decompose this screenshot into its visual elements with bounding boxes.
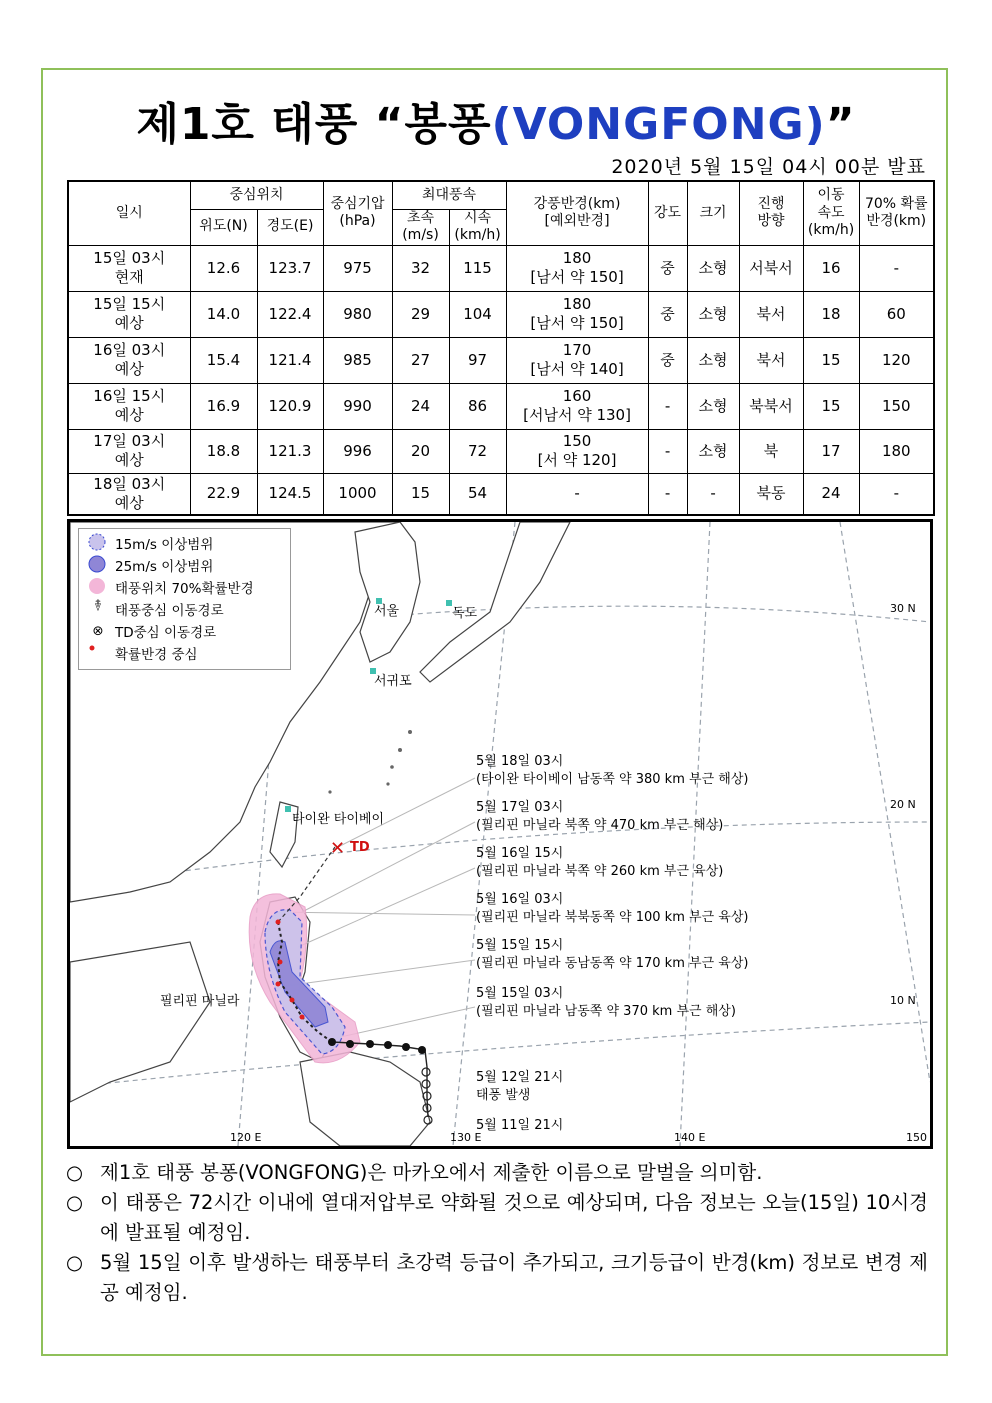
cell-speed-value: 16 <box>821 258 841 277</box>
cell-intensity-value: - <box>664 396 671 415</box>
cell-intensity-value: 중 <box>660 350 675 369</box>
cell-prob-radius-value: - <box>893 484 899 503</box>
ryukyu-islands <box>328 730 412 794</box>
note-2-bullet: ○ <box>66 1191 84 1214</box>
cell-pressure-value: 990 <box>343 396 372 415</box>
cell-wind-ms <box>392 291 449 337</box>
legend-path-label: 태풍중심 이동경로 <box>115 603 224 619</box>
cell-longitude <box>257 245 323 291</box>
cell-datetime-sub: 예상 <box>114 451 144 469</box>
place-manila: 필리핀 마닐라 <box>160 994 240 1009</box>
title-korean: 제1호 태풍 “봉퐁 <box>136 99 492 150</box>
cell-longitude-value: 124.5 <box>268 484 312 503</box>
legend-td-label: TD중심 이동경로 <box>115 625 217 641</box>
cell-longitude-value: 121.3 <box>268 441 312 460</box>
cell-wind-kmh-value: 72 <box>467 441 488 460</box>
header-pressure-label: 중심기압 <box>330 195 385 212</box>
cell-speed <box>803 337 859 383</box>
cell-datetime-value: 15일 03시 <box>93 249 166 268</box>
cell-wind-kmh <box>449 337 506 383</box>
cell-direction-value: 북서 <box>756 350 786 369</box>
cell-prob-radius-value: - <box>893 258 899 277</box>
cell-speed-value: 15 <box>821 396 841 415</box>
cell-speed <box>803 291 859 337</box>
cell-pressure-value: 996 <box>343 441 372 460</box>
cell-datetime-value: 16일 15시 <box>93 387 166 406</box>
cell-prob-radius-value: 150 <box>881 396 911 415</box>
cell-gale-radius-sub: [남서 약 140] <box>530 360 624 378</box>
cell-size-value: 소형 <box>698 396 728 415</box>
legend-center <box>87 643 198 663</box>
cell-pressure-value: 980 <box>343 304 372 323</box>
cell-latitude <box>190 245 257 291</box>
cell-wind-kmh-value: 54 <box>467 484 488 503</box>
cell-datetime <box>68 337 190 383</box>
lon-label-150: 150 <box>906 1131 927 1144</box>
cell-intensity-value: 중 <box>660 304 675 323</box>
place-td: TD <box>350 840 370 855</box>
cell-latitude-value: 14.0 <box>206 304 241 323</box>
cell-speed <box>803 429 859 473</box>
cell-datetime-value: 18일 03시 <box>93 475 166 493</box>
cell-datetime <box>68 245 190 291</box>
map-legend <box>78 528 291 670</box>
cell-datetime-sub: 예상 <box>114 314 144 332</box>
legend-25ms <box>87 555 213 575</box>
title-english: (VONGFONG) <box>491 99 826 150</box>
cell-intensity <box>648 337 687 383</box>
forecast-location: (필리핀 마닐라 동남동쪽 약 170 km 부근 육상) <box>476 956 749 971</box>
cell-intensity-value: - <box>664 484 671 503</box>
page-title <box>0 88 992 152</box>
notes-section <box>66 1158 928 1308</box>
cell-latitude <box>190 473 257 515</box>
cell-size-value: 소형 <box>698 350 728 369</box>
cell-direction <box>739 473 803 515</box>
cell-speed-value: 18 <box>821 304 841 323</box>
table-row <box>68 245 934 291</box>
cell-direction <box>739 429 803 473</box>
cell-pressure <box>323 383 392 429</box>
header-direction-2: 방향 <box>757 213 785 230</box>
cell-latitude-value: 16.9 <box>206 396 241 415</box>
cell-pressure <box>323 291 392 337</box>
table-row <box>68 337 934 383</box>
cell-datetime <box>68 473 190 515</box>
cell-speed <box>803 473 859 515</box>
cell-wind-kmh-value: 97 <box>467 350 488 369</box>
typhoon-symbol-icon: ࿈ <box>94 597 102 613</box>
cell-gale-radius-value: 170 <box>562 341 592 360</box>
visayas-mindanao <box>300 1052 430 1146</box>
cell-direction <box>739 337 803 383</box>
cell-size <box>687 291 739 337</box>
header-kmh <box>449 209 506 245</box>
cell-prob-radius <box>859 245 934 291</box>
cell-longitude <box>257 429 323 473</box>
cell-prob-radius <box>859 383 934 429</box>
cell-size <box>687 473 739 515</box>
cell-latitude-value: 18.8 <box>206 441 241 460</box>
lon-label-130: 130 E <box>450 1131 482 1144</box>
legend-path <box>87 599 224 619</box>
cell-pressure-value: 985 <box>343 350 372 369</box>
indochina-land <box>70 942 210 1102</box>
cell-gale-radius-value: 150 <box>562 432 592 451</box>
table-row <box>68 473 934 515</box>
header-gale-radius-label: 강풍반경(km) <box>533 195 621 212</box>
cell-intensity <box>648 473 687 515</box>
cell-speed-value: 24 <box>821 484 841 503</box>
cell-gale-radius <box>506 473 648 515</box>
cell-datetime-sub: 예상 <box>114 493 144 512</box>
cell-pressure <box>323 337 392 383</box>
cell-gale-radius <box>506 245 648 291</box>
header-pressure-unit: (hPa) <box>339 213 376 230</box>
cell-latitude-value: 22.9 <box>206 484 241 503</box>
cell-wind-kmh <box>449 473 506 515</box>
cell-direction-value: 북 <box>763 441 779 460</box>
genesis-time: 5월 12일 21시 <box>476 1070 564 1085</box>
cell-latitude <box>190 383 257 429</box>
cell-prob-radius <box>859 429 934 473</box>
forecast-time: 5월 16일 03시 <box>476 892 564 907</box>
cell-gale-radius <box>506 429 648 473</box>
typhoon-track-map <box>67 519 933 1149</box>
legend-prob-label: 태풍위치 70%확률반경 <box>115 581 254 597</box>
forecast-time: 5월 15일 15시 <box>476 938 564 953</box>
legend-prob <box>87 577 254 597</box>
td-start-time: 5월 11일 21시 <box>476 1118 564 1133</box>
cell-pressure-value: 975 <box>343 258 372 277</box>
cell-speed-value: 15 <box>821 350 841 369</box>
cell-size-value: 소형 <box>698 441 728 460</box>
place-taipei: 타이완 타이베이 <box>292 812 385 827</box>
cell-wind-ms <box>392 473 449 515</box>
cell-speed-value: 17 <box>821 441 841 460</box>
cell-datetime <box>68 383 190 429</box>
cell-latitude-value: 12.6 <box>206 258 241 277</box>
note-2-text: 이 태풍은 72시간 이내에 열대저압부로 약화될 것으로 예상되며, 다음 정보는 오늘(15일) 10시경에 발표될 예정임. <box>100 1191 928 1244</box>
header-prob-2: 반경(km) <box>866 213 927 230</box>
cell-size <box>687 429 739 473</box>
lon-line-150 <box>840 522 930 1082</box>
cell-longitude <box>257 383 323 429</box>
legend-15ms-label: 15m/s 이상범위 <box>115 537 214 553</box>
header-speed <box>803 181 859 245</box>
cell-wind-ms-value: 24 <box>410 396 431 415</box>
cell-intensity-value: - <box>664 441 671 460</box>
header-probability-radius <box>859 181 934 245</box>
header-ms <box>392 209 449 245</box>
cell-datetime-sub: 예상 <box>114 360 144 378</box>
cell-size-value: 소형 <box>698 304 728 323</box>
cell-wind-ms-value: 20 <box>410 441 431 460</box>
cell-wind-kmh <box>449 383 506 429</box>
cell-gale-radius <box>506 337 648 383</box>
place-seoul: 서울 <box>374 604 400 619</box>
cell-longitude <box>257 337 323 383</box>
forecast-location: (필리핀 마닐라 북북동쪽 약 100 km 부근 육상) <box>476 910 749 925</box>
cell-prob-radius <box>859 473 934 515</box>
cell-intensity <box>648 429 687 473</box>
cell-wind-ms <box>392 383 449 429</box>
cell-gale-radius-value: 180 <box>562 249 592 268</box>
cell-longitude <box>257 473 323 515</box>
header-center-position: 중심위치 <box>190 181 323 209</box>
header-direction <box>739 181 803 245</box>
forecast-time: 5월 15일 03시 <box>476 986 564 1001</box>
header-speed-3: (km/h) <box>807 222 855 238</box>
cell-prob-radius-value: 180 <box>881 441 911 460</box>
cell-datetime-value: 16일 03시 <box>93 341 166 360</box>
header-speed-1: 이동 <box>817 187 845 203</box>
cell-datetime-sub: 현재 <box>114 268 144 286</box>
lat-label-20: 20 N <box>890 798 916 811</box>
cell-wind-kmh <box>449 429 506 473</box>
cell-direction <box>739 245 803 291</box>
cell-pressure <box>323 429 392 473</box>
cell-size <box>687 383 739 429</box>
cell-gale-radius <box>506 383 648 429</box>
cell-wind-kmh <box>449 245 506 291</box>
cell-longitude <box>257 291 323 337</box>
cell-prob-radius <box>859 337 934 383</box>
cell-gale-radius-value: 160 <box>562 387 592 406</box>
japan-land <box>420 522 570 682</box>
cell-prob-radius-value: 60 <box>886 304 906 323</box>
td-cross-icon: ✕ <box>330 838 346 859</box>
cell-gale-radius-value: 180 <box>562 295 592 314</box>
forecast-location: (필리핀 마닐라 남동쪽 약 370 km 부근 해상) <box>476 1004 736 1019</box>
cell-size-value: 소형 <box>698 258 728 277</box>
cell-direction <box>739 383 803 429</box>
cell-datetime-value: 15일 15시 <box>93 295 166 314</box>
cell-latitude <box>190 429 257 473</box>
legend-25ms-label: 25m/s 이상범위 <box>115 559 214 575</box>
cell-wind-ms <box>392 429 449 473</box>
note-2 <box>66 1188 928 1248</box>
legend-15ms <box>87 533 213 553</box>
cell-gale-radius-sub: [서남서 약 130] <box>523 406 631 424</box>
table-row <box>68 291 934 337</box>
cell-wind-kmh-value: 104 <box>463 304 492 323</box>
lon-label-120: 120 E <box>230 1131 262 1144</box>
cell-size-value: - <box>710 484 716 503</box>
cell-direction-value: 북서 <box>756 304 786 323</box>
cell-wind-kmh-value: 86 <box>467 396 488 415</box>
cell-intensity <box>648 291 687 337</box>
genesis-label: 태풍 발생 <box>476 1088 531 1103</box>
cell-longitude-value: 122.4 <box>268 304 312 323</box>
header-gale-radius <box>506 181 648 245</box>
cell-gale-radius-sub: [서 약 120] <box>537 451 617 469</box>
cell-wind-ms-value: 29 <box>410 304 431 323</box>
cell-datetime-value: 17일 03시 <box>93 432 166 451</box>
cell-pressure-value: 1000 <box>338 484 377 503</box>
legend-center-label: 확률반경 중심 <box>115 647 198 663</box>
forecast-time: 5월 16일 15시 <box>476 846 564 861</box>
cell-speed <box>803 245 859 291</box>
header-pressure <box>323 181 392 245</box>
header-datetime: 일시 <box>68 181 190 245</box>
lat-label-30: 30 N <box>890 602 916 615</box>
cell-intensity <box>648 245 687 291</box>
header-kmh-label: 시속 <box>463 209 492 226</box>
cell-wind-ms-value: 15 <box>410 484 431 503</box>
cell-intensity-value: 중 <box>660 258 675 277</box>
cell-gale-radius-value: - <box>574 484 580 503</box>
lat-label-10: 10 N <box>890 994 916 1007</box>
lon-label-140: 140 E <box>674 1131 706 1144</box>
cell-size <box>687 245 739 291</box>
forecast-location: (필리핀 마닐라 북쪽 약 260 km 부근 육상) <box>476 864 724 879</box>
forecast-time: 5월 18일 03시 <box>476 754 564 769</box>
cell-prob-radius-value: 120 <box>881 350 911 369</box>
typhoon-info-table <box>67 180 935 516</box>
cell-longitude-value: 123.7 <box>268 258 312 277</box>
cell-direction <box>739 291 803 337</box>
cell-gale-radius-sub: [남서 약 150] <box>530 268 624 286</box>
place-seogwipo: 서귀포 <box>374 674 412 689</box>
header-latitude: 위도(N) <box>190 209 257 245</box>
note-3-bullet: ○ <box>66 1251 84 1274</box>
header-ms-label: 초속 <box>406 209 435 226</box>
cell-pressure <box>323 473 392 515</box>
cell-latitude <box>190 291 257 337</box>
cell-prob-radius <box>859 291 934 337</box>
forecast-location: (타이완 타이베이 남동쪽 약 380 km 부근 해상) <box>476 772 749 787</box>
cell-pressure <box>323 245 392 291</box>
header-intensity: 강도 <box>648 181 687 245</box>
cell-datetime <box>68 291 190 337</box>
cell-longitude-value: 121.4 <box>268 350 312 369</box>
header-ms-unit: (m/s) <box>402 227 439 243</box>
header-longitude: 경도(E) <box>257 209 323 245</box>
header-direction-1: 진행 <box>757 195 785 212</box>
note-1-text: 제1호 태풍 봉퐁(VONGFONG)은 마카오에서 제출한 이름으로 말벌을 의미함. <box>100 1161 763 1184</box>
cell-latitude <box>190 337 257 383</box>
cell-direction-value: 북북서 <box>749 396 793 415</box>
header-size: 크기 <box>687 181 739 245</box>
cell-datetime <box>68 429 190 473</box>
header-gale-radius-sub: [예외반경] <box>544 213 610 230</box>
issued-time: 2020년 5월 15일 04시 00분 발표 <box>611 156 926 178</box>
title-quote: ” <box>825 99 856 150</box>
header-max-wind: 최대풍속 <box>392 181 506 209</box>
note-3-text: 5월 15일 이후 발생하는 태풍부터 초강력 등급이 추가되고, 크기등급이 반경(km) 정보로 변경 제공 예정임. <box>100 1251 928 1304</box>
cell-wind-ms-value: 27 <box>410 350 431 369</box>
header-speed-2: 속도 <box>817 204 845 221</box>
legend-td <box>87 621 216 641</box>
table-row <box>68 383 934 429</box>
note-1-bullet: ○ <box>66 1161 84 1184</box>
cell-wind-ms <box>392 337 449 383</box>
cell-wind-ms-value: 32 <box>410 258 431 277</box>
header-prob-1: 70% 확률 <box>864 195 928 212</box>
td-symbol-icon: ⊗ <box>92 623 104 639</box>
cell-wind-ms <box>392 245 449 291</box>
note-3 <box>66 1248 928 1308</box>
table-row <box>68 429 934 473</box>
cell-speed <box>803 383 859 429</box>
cell-gale-radius <box>506 291 648 337</box>
cell-direction-value: 북동 <box>756 484 786 503</box>
lon-line-140 <box>680 522 710 1146</box>
cell-intensity <box>648 383 687 429</box>
cell-wind-kmh <box>449 291 506 337</box>
cell-size <box>687 337 739 383</box>
cell-direction-value: 서북서 <box>749 258 793 277</box>
forecast-location: (필리핀 마닐라 북쪽 약 470 km 부근 해상) <box>476 818 724 833</box>
cell-datetime-sub: 예상 <box>114 406 144 424</box>
cell-gale-radius-sub: [남서 약 150] <box>530 314 624 332</box>
cell-longitude-value: 120.9 <box>268 396 312 415</box>
note-1 <box>66 1158 928 1188</box>
cell-wind-kmh-value: 115 <box>463 258 492 277</box>
forecast-time: 5월 17일 03시 <box>476 800 564 815</box>
header-kmh-unit: (km/h) <box>454 227 501 243</box>
cell-latitude-value: 15.4 <box>206 350 241 369</box>
place-dokdo: 독도 <box>452 606 478 621</box>
